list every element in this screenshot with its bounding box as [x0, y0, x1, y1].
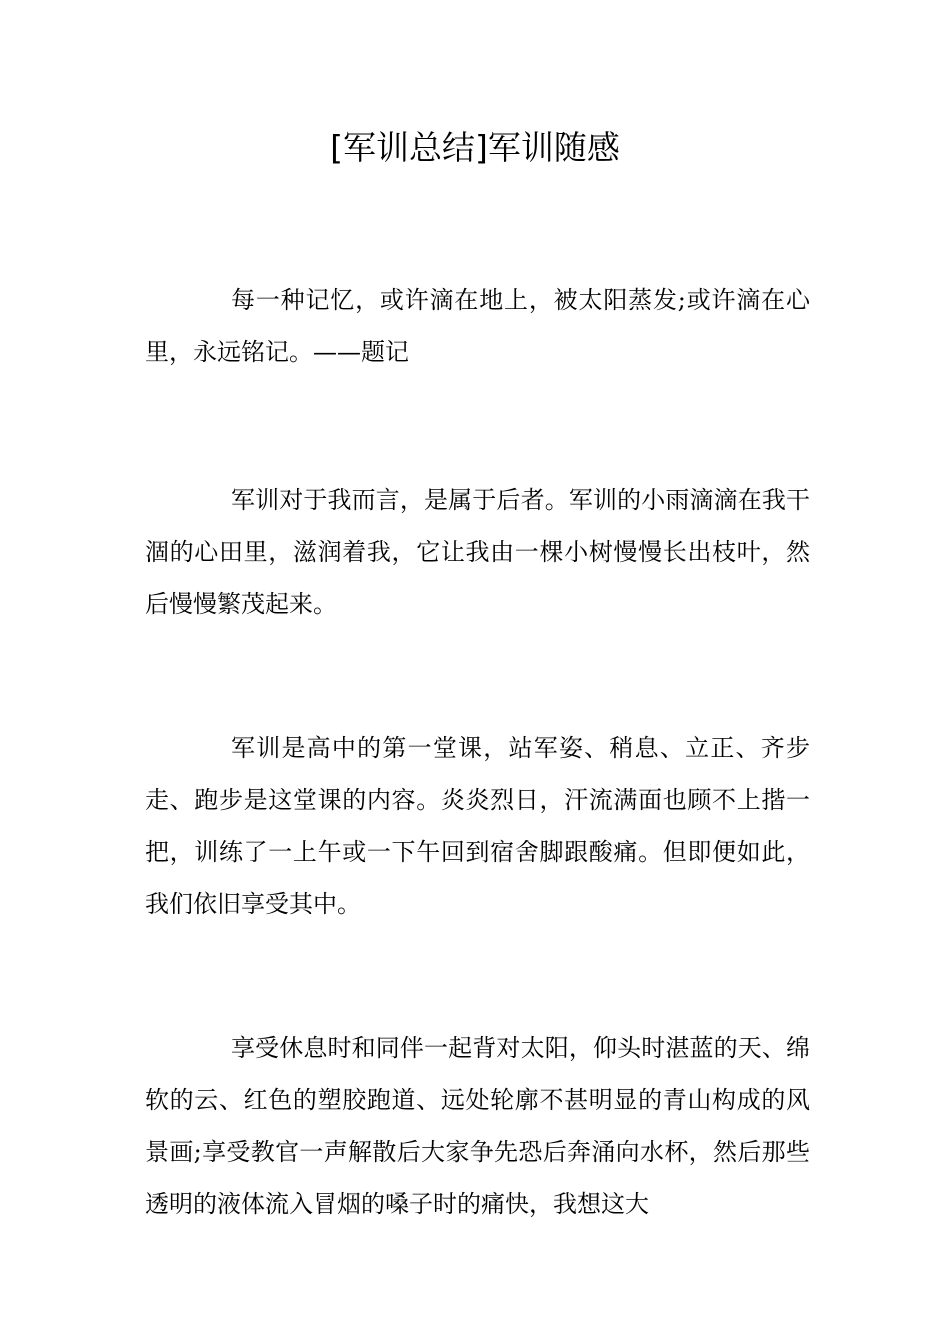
paragraph-2: 军训对于我而言，是属于后者。军训的小雨滴滴在我干涸的心田里，滋润着我，它让我由一棵小树慢慢长出枝叶，然后慢慢繁茂起来。: [145, 486, 810, 618]
paragraph-epigraph: 每一种记忆，或许滴在地上，被太阳蒸发;或许滴在心里，永远铭记。——题记: [145, 286, 810, 366]
document-title: [军训总结]军训随感: [330, 128, 620, 167]
paragraph-4: 享受休息时和同伴一起背对太阳，仰头时湛蓝的天、绵软的云、红色的塑胶跑道、远处轮廓不甚明显的青山构成的风景画;享受教官一声解散后大家争先恐后奔涌向水杯，然后那些透明的液体流入冒烟的嗓子时的痛快，我想这大: [145, 1034, 810, 1218]
paragraph-3: 军训是高中的第一堂课，站军姿、稍息、立正、齐步走、跑步是这堂课的内容。炎炎烈日，汗流满面也顾不上揩一把，训练了一上午或一下午回到宿舍脚跟酸痛。但即便如此，我们依旧享受其中。: [145, 734, 810, 918]
